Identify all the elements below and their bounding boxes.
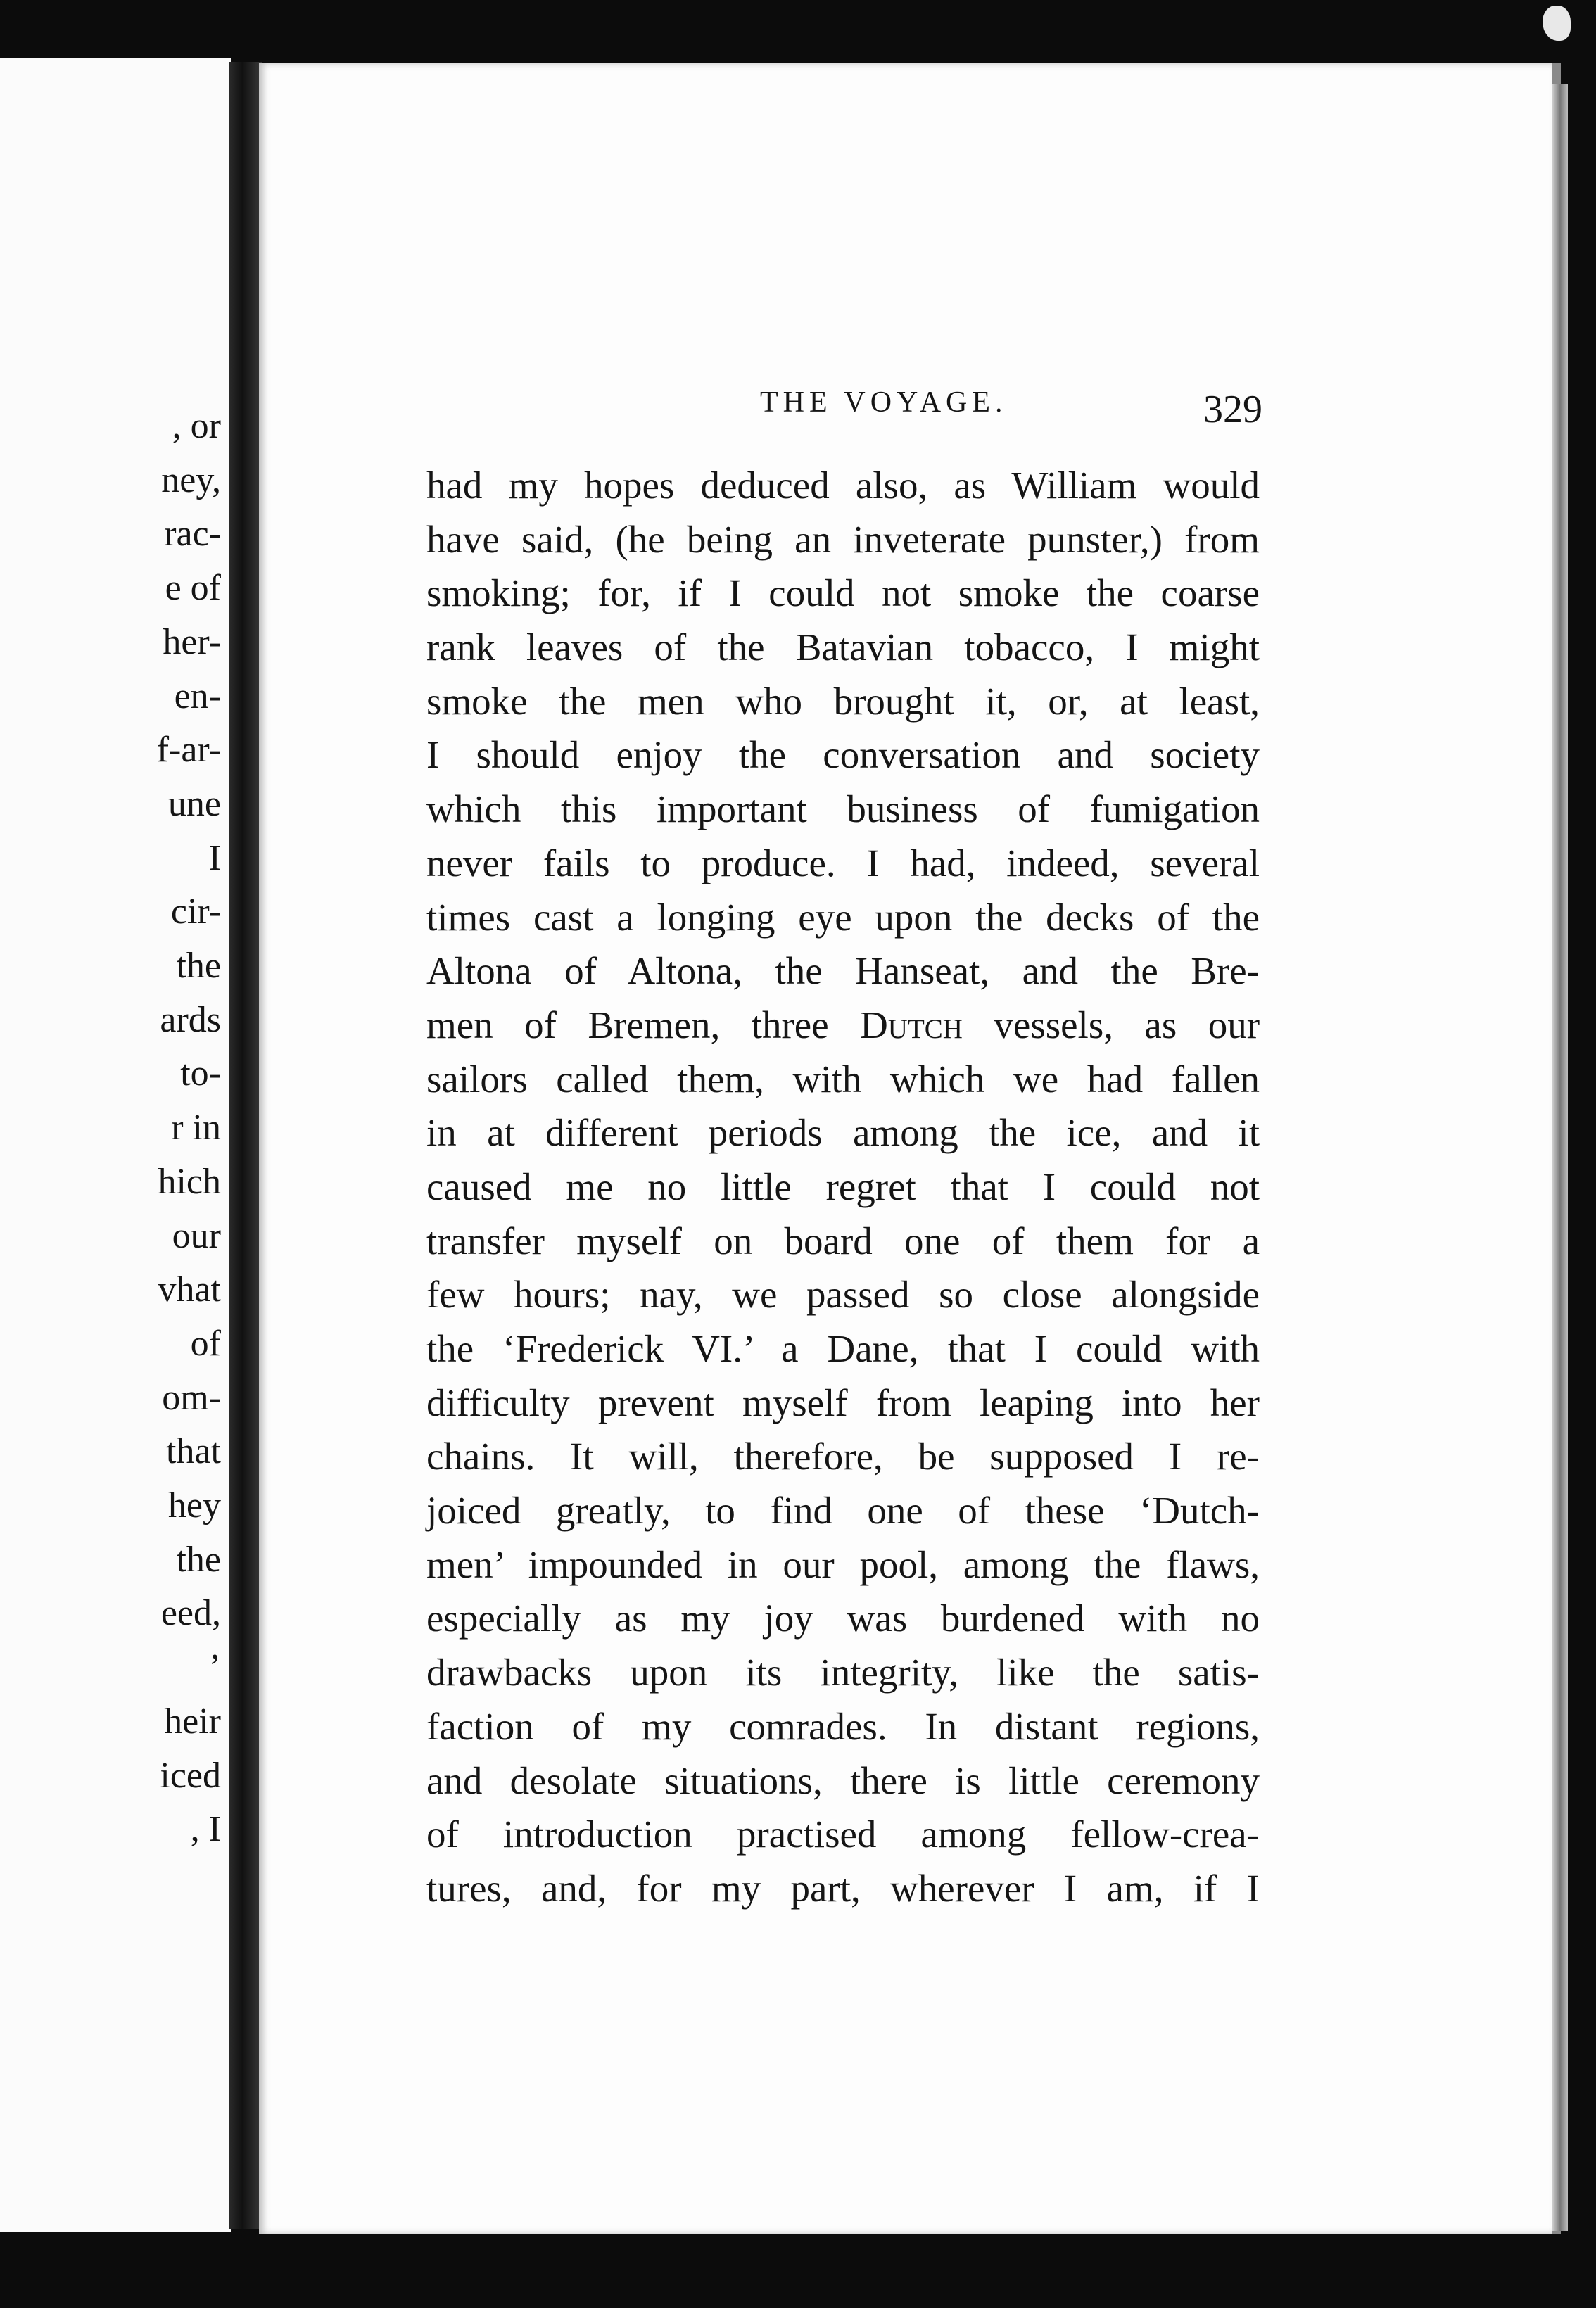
text-line: never fails to produce. I had, indeed, several: [426, 841, 1260, 884]
text-line: drawbacks upon its integrity, like the satis-: [426, 1651, 1260, 1694]
text-line: times cast a longing eye upon the decks of the: [426, 895, 1260, 939]
facing-page-fragment: the: [176, 1539, 221, 1580]
facing-page-fragment: hey: [167, 1485, 221, 1526]
page-edge: [1552, 84, 1568, 2231]
text-line: tures, and, for my part, wherever I am, if I: [426, 1866, 1260, 1910]
facing-page-fragment: en-: [174, 676, 221, 716]
text-line: transfer myself on board one of them for a: [426, 1219, 1260, 1262]
text-line: men’ impounded in our pool, among the flaws,: [426, 1542, 1260, 1586]
text-span: men of Bremen, three: [426, 1003, 861, 1046]
text-line: difficulty prevent myself from leaping into her: [426, 1381, 1260, 1424]
facing-page-fragment: e of: [165, 568, 221, 609]
facing-page-fragment: our: [172, 1215, 221, 1256]
facing-page-fragment: ards: [160, 999, 221, 1040]
facing-page-fragment: that: [166, 1431, 221, 1472]
facing-page-fragment: r in: [171, 1108, 221, 1148]
text-span: vessels, as our: [962, 1003, 1260, 1046]
book-page: [259, 63, 1561, 2234]
facing-page-fragment: , or: [172, 406, 221, 446]
facing-page-fragment: eed,: [160, 1593, 221, 1634]
text-line: joiced greatly, to find one of these ‘Dutch-: [426, 1489, 1260, 1533]
text-line: which this important business of fumigation: [426, 787, 1260, 831]
small-caps-word: Dutch: [860, 1003, 963, 1046]
facing-page-fragment: une: [167, 783, 221, 824]
text-line: smoking; for, if I could not smoke the coarse: [426, 571, 1260, 615]
facing-page-fragment: ’: [208, 1647, 221, 1688]
facing-page-fragment: vhat: [158, 1269, 221, 1310]
facing-page-fragment: , I: [190, 1809, 221, 1850]
text-line: especially as my joy was burdened with no: [426, 1597, 1260, 1640]
text-line: caused me no little regret that I could not: [426, 1165, 1260, 1208]
facing-page-fragment: the: [176, 946, 221, 986]
text-line: sailors called them, with which we had fallen: [426, 1057, 1260, 1101]
text-line: few hours; nay, we passed so close alongside: [426, 1273, 1260, 1317]
text-line: in at different periods among the ice, and it: [426, 1111, 1260, 1155]
running-head: THE VOYAGE.: [760, 386, 1008, 419]
facing-page-fragment: to-: [180, 1053, 221, 1094]
text-line: have said, (he being an inveterate punster,) from: [426, 517, 1260, 561]
text-line: Altona of Altona, the Hanseat, and the Bre-: [426, 949, 1260, 993]
facing-page-fragment: I: [208, 837, 221, 878]
facing-page-fragment: heir: [164, 1701, 221, 1742]
facing-page-fragment: rac-: [164, 514, 221, 554]
scan-corner-mark: [1543, 6, 1571, 41]
facing-page-fragment: om-: [162, 1377, 221, 1418]
body-text: [426, 459, 1260, 1916]
facing-page-fragment: her-: [163, 621, 221, 662]
facing-page-left: [0, 58, 231, 2232]
text-line: rank leaves of the Batavian tobacco, I might: [426, 626, 1260, 669]
text-line: of introduction practised among fellow-crea-: [426, 1813, 1260, 1856]
facing-page-fragment: f-ar-: [156, 730, 221, 771]
text-line: had my hopes deduced also, as William would: [426, 464, 1260, 507]
text-line: faction of my comrades. In distant regions,: [426, 1704, 1260, 1748]
text-line: smoke the men who brought it, or, at least,: [426, 679, 1260, 723]
text-line: and desolate situations, there is little ceremony: [426, 1758, 1260, 1802]
facing-page-fragment: hich: [158, 1161, 221, 1202]
text-line: the ‘Frederick VI.’ a Dane, that I could with: [426, 1327, 1260, 1370]
facing-page-fragment: ney,: [161, 459, 221, 500]
text-line: I should enjoy the conversation and society: [426, 733, 1260, 777]
facing-page-fragment: cir-: [170, 892, 221, 932]
text-line: chains. It will, therefore, be supposed I re-: [426, 1435, 1260, 1478]
page-number: 329: [1203, 388, 1262, 431]
book-gutter: [229, 62, 262, 2229]
facing-page-fragment: iced: [160, 1755, 221, 1796]
text-line: [426, 998, 1260, 1053]
facing-page-fragment: of: [190, 1323, 221, 1364]
